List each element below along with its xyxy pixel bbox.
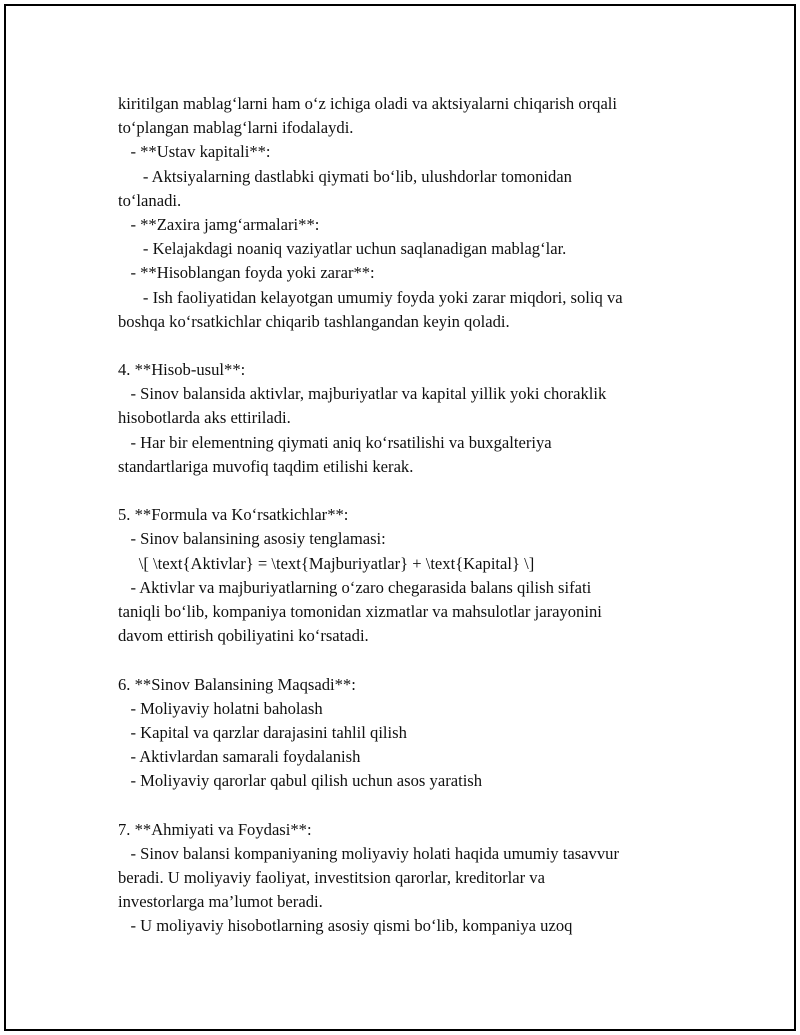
text-line: 7. **Ahmiyati va Foydasi**: xyxy=(118,819,312,839)
text-line: - Kapital va qarzlar darajasini tahlil qilish xyxy=(118,722,407,742)
text-line: to‘plangan mablag‘larni ifodalaydi. xyxy=(118,118,354,138)
text-line: 6. **Sinov Balansining Maqsadi**: xyxy=(118,674,356,694)
paragraph-gap xyxy=(118,793,698,817)
text-line: - Kelajakdagi noaniq vaziyatlar uchun saqlanadigan mablag‘lar. xyxy=(118,239,567,259)
text-line: \[ \text{Aktivlar} = \text{Majburiyatlar} + \text{Kapital} \] xyxy=(118,553,535,573)
text-line: - **Hisoblangan foyda yoki zarar**: xyxy=(118,263,375,283)
text-line: - Sinov balansi kompaniyaning moliyaviy holati haqida umumiy tasavvur xyxy=(118,843,619,863)
text-line: - Sinov balansining asosiy tenglamasi: xyxy=(118,529,386,549)
text-line: beradi. U moliyaviy faoliyat, investitsion qarorlar, kreditorlar va xyxy=(118,868,545,887)
text-line: - Aktivlardan samarali foydalanish xyxy=(118,747,361,767)
text-line: - **Ustav kapitali**: xyxy=(118,142,271,162)
text-line: to‘lanadi. xyxy=(118,190,182,210)
text-line: - U moliyaviy hisobotlarning asosiy qismi bo‘lib, kompaniya uzoq xyxy=(118,916,573,936)
text-line: hisobotlarda aks ettiriladi. xyxy=(118,408,291,428)
text-line: - Moliyaviy holatni baholash xyxy=(118,698,323,718)
text-line: - Sinov balansida aktivlar, majburiyatlar va kapital yillik yoki choraklik xyxy=(118,384,607,404)
text-line: investorlarga ma’lumot beradi. xyxy=(118,892,323,912)
text-line: 5. **Formula va Ko‘rsatkichlar**: xyxy=(118,505,349,525)
text-line: taniqli bo‘lib, kompaniya tomonidan xizmatlar va mahsulotlar jarayonini xyxy=(118,601,602,621)
text-line: - Moliyaviy qarorlar qabul qilish uchun asos yaratish xyxy=(118,771,483,791)
paragraph-gap xyxy=(118,334,698,358)
text-line: - **Zaxira jamg‘armalari**: xyxy=(118,214,320,234)
text-line: kiritilgan mablag‘larni ham o‘z ichiga oladi va aktsiyalarni chiqarish orqali xyxy=(118,94,618,113)
text-line: - Aktivlar va majburiyatlarning o‘zaro chegarasida balans qilish sifati xyxy=(118,577,592,597)
text-line: - Aktsiyalarning dastlabki qiymati bo‘lib, ulushdorlar tomonidan xyxy=(118,166,572,186)
text-line: 4. **Hisob-usul**: xyxy=(118,360,246,380)
document-body xyxy=(118,92,698,939)
text-line: - Ish faoliyatidan kelayotgan umumiy foyda yoki zarar miqdori, soliq va xyxy=(118,287,623,307)
paragraph-gap xyxy=(118,648,698,672)
text-line: boshqa ko‘rsatkichlar chiqarib tashlangandan keyin qoladi. xyxy=(118,311,510,331)
text-line: standartlariga muvofiq taqdim etilishi kerak. xyxy=(118,456,414,476)
text-line: davom ettirish qobiliyatini ko‘rsatadi. xyxy=(118,626,369,646)
text-line: - Har bir elementning qiymati aniq ko‘rsatilishi va buxgalteriya xyxy=(118,432,552,452)
paragraph-gap xyxy=(118,479,698,503)
